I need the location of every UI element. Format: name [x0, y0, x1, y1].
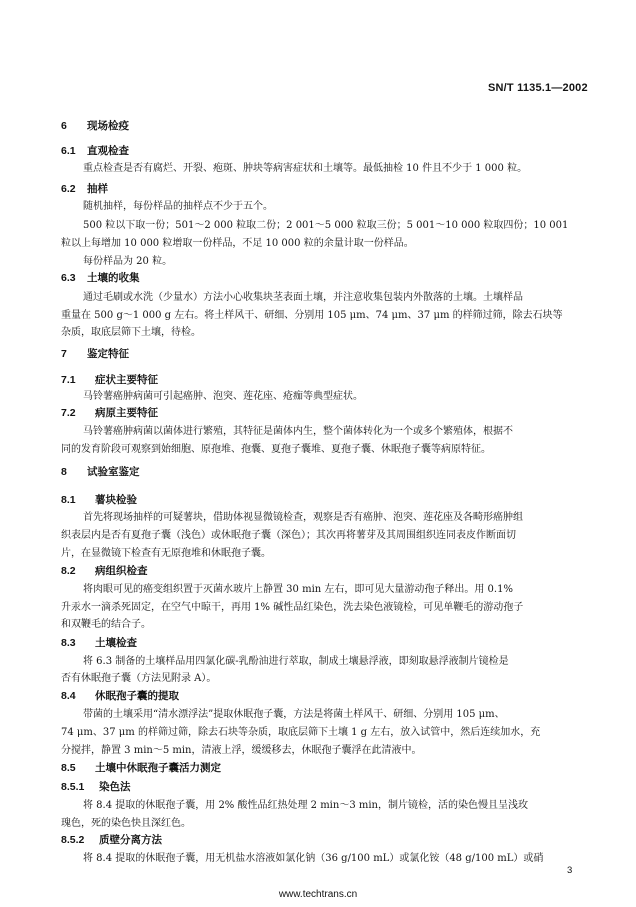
section-number: 7.2	[61, 407, 76, 419]
paragraph-line: 升汞水一滴杀死固定，在空气中晾干，再用 1% 碱性品红染色，洗去染色液镜检，可见单鞭毛的游动孢子	[61, 602, 524, 613]
paragraph-line: 随机抽样，每份样品的抽样点不少于五个。	[83, 201, 273, 212]
paragraph-line: 将 8.4 提取的休眠孢子囊，用 2% 酸性品红热处理 2 min～3 min，制片镜检，活的染色慢且呈浅玫	[83, 800, 528, 811]
section-8-5-heading	[61, 760, 221, 775]
paragraph-line: 将肉眼可见的癌变组织置于灭菌水玻片上静置 30 min 左右，即可见大量游动孢子释出。用 0.1%	[83, 584, 513, 595]
section-number: 8.1	[61, 494, 76, 506]
section-title: 现场检疫	[87, 120, 129, 132]
section-title: 试验室鉴定	[87, 466, 140, 478]
page-number: 3	[567, 865, 573, 876]
section-title: 鉴定特征	[87, 348, 129, 360]
section-7-1-heading	[61, 372, 158, 387]
paragraph-line: 织表层内是否有夏孢子囊（浅色）或休眠孢子囊（深色）；其次再将薯芽及其周围组织连同表皮作断面切	[61, 530, 516, 541]
paragraph-line: 带菌的土壤采用“清水漂浮法”提取休眠孢子囊，方法是将菌土样风干、研细、分别用 105 μm、	[83, 709, 505, 720]
section-number: 8.5	[61, 762, 76, 774]
paragraph-line: 片，在显微镜下检查有无原孢堆和休眠孢子囊。	[61, 548, 271, 559]
paragraph-line: 通过毛刷或水洗（少量水）方法小心收集块茎表面土壤，并注意收集包装内外散落的土壤。土壤样品	[83, 292, 523, 303]
section-number: 8.4	[61, 690, 76, 702]
section-title: 病组织检查	[95, 565, 148, 577]
section-7-heading	[61, 346, 129, 361]
paragraph-line: 杂质，取底层筛下土壤，待检。	[61, 327, 201, 338]
footer-url: www.techtrans.cn	[278, 889, 358, 900]
section-title: 抽样	[87, 183, 108, 195]
section-8-1-heading	[61, 492, 137, 507]
paragraph-line: 马铃薯癌肿病菌可引起癌肿、泡突、莲花座、疮痂等典型症状。	[83, 391, 363, 402]
section-6-heading	[61, 118, 129, 133]
section-title: 土壤中休眠孢子囊活力测定	[95, 762, 221, 774]
section-number: 8	[61, 466, 67, 478]
section-title: 直观检查	[87, 145, 129, 157]
paragraph-line: 首先将现场抽样的可疑薯块，借助体视显微镜检查，观察是否有癌肿、泡突、莲花座及各畸形癌肿组	[83, 512, 523, 523]
section-number: 7	[61, 348, 67, 360]
section-title: 病原主要特征	[95, 407, 158, 419]
section-number: 8.2	[61, 565, 76, 577]
paragraph-line: 重点检查是否有腐烂、开裂、疱斑、肿块等病害症状和土壤等。最低抽检 10 件且不少于 1 000 粒。	[83, 163, 528, 174]
section-title: 质壁分离方法	[99, 834, 162, 846]
paragraph-line: 重量在 500 g～1 000 g 左右。将土样风干、研细、分别用 105 μm、74 μm、37 μm 的样筛过筛，除去石块等	[61, 310, 563, 321]
section-8-5-2-heading	[61, 832, 162, 847]
paragraph-line: 将 6.3 制备的土壤样品用四氯化碳-乳酚油进行萃取，制成土壤悬浮液，即刻取悬浮液制片镜检是	[83, 656, 509, 667]
section-title: 症状主要特征	[95, 374, 158, 386]
section-title: 染色法	[99, 781, 131, 793]
section-title: 薯块检验	[95, 494, 137, 506]
paragraph-line: 否有休眠孢子囊（方法见附录 A）。	[61, 673, 217, 684]
section-8-2-heading	[61, 563, 148, 578]
paragraph-line: 和双鞭毛的结合子。	[61, 619, 151, 630]
section-number: 6.3	[61, 272, 76, 284]
section-6-2-heading	[61, 181, 108, 196]
paragraph-line: 马铃薯癌肿病菌以菌体进行繁殖，其特征是菌体内生，整个菌体转化为一个或多个繁殖体，根据不	[83, 426, 513, 437]
paragraph-line: 将 8.4 提取的休眠孢子囊，用无机盐水溶液如氯化钠（36 g/100 mL）或氯化铵（48 g/100 mL）或硝	[83, 853, 544, 864]
section-number: 6.1	[61, 145, 76, 157]
section-7-2-heading	[61, 405, 158, 420]
section-8-4-heading	[61, 688, 179, 703]
section-title: 土壤检查	[95, 637, 137, 649]
paragraph-line: 粒以上每增加 10 000 粒增取一份样品，不足 10 000 粒的余量计取一份样品。	[61, 238, 414, 249]
section-number: 8.5.2	[61, 834, 85, 846]
paragraph-line: 500 粒以下取一份；501～2 000 粒取二份；2 001～5 000 粒取三份；5 001～10 000 粒取四份；10 001	[83, 220, 569, 231]
paragraph-line: 每份样品为 20 粒。	[83, 256, 173, 267]
paragraph-line: 74 μm、37 μm 的样筛过筛，除去石块等杂质，取底层筛下土壤 1 g 左右，放入试管中，然后连续加水，充	[61, 727, 541, 738]
section-8-3-heading	[61, 635, 137, 650]
section-number: 7.1	[61, 374, 76, 386]
paragraph-line: 同的发育阶段可观察到始细胞、原孢堆、孢囊、夏孢子囊堆、夏孢子囊、休眠孢子囊等病原特征。	[61, 444, 491, 455]
paragraph-line: 瑰色，死的染色快且深红色。	[61, 818, 191, 829]
standard-code: SN/T 1135.1—2002	[488, 82, 588, 94]
section-title: 土壤的收集	[87, 272, 140, 284]
section-number: 8.5.1	[61, 781, 85, 793]
section-8-heading	[61, 464, 140, 479]
section-number: 8.3	[61, 637, 76, 649]
section-title: 休眠孢子囊的提取	[95, 690, 179, 702]
section-6-3-heading	[61, 270, 140, 285]
section-number: 6.2	[61, 183, 76, 195]
section-6-1-heading	[61, 143, 129, 158]
section-8-5-1-heading	[61, 779, 131, 794]
section-number: 6	[61, 120, 67, 132]
paragraph-line: 分搅拌，静置 3 min～5 min，清液上浮，缓缓移去，休眠孢子囊浮在此清液中。	[61, 745, 422, 756]
